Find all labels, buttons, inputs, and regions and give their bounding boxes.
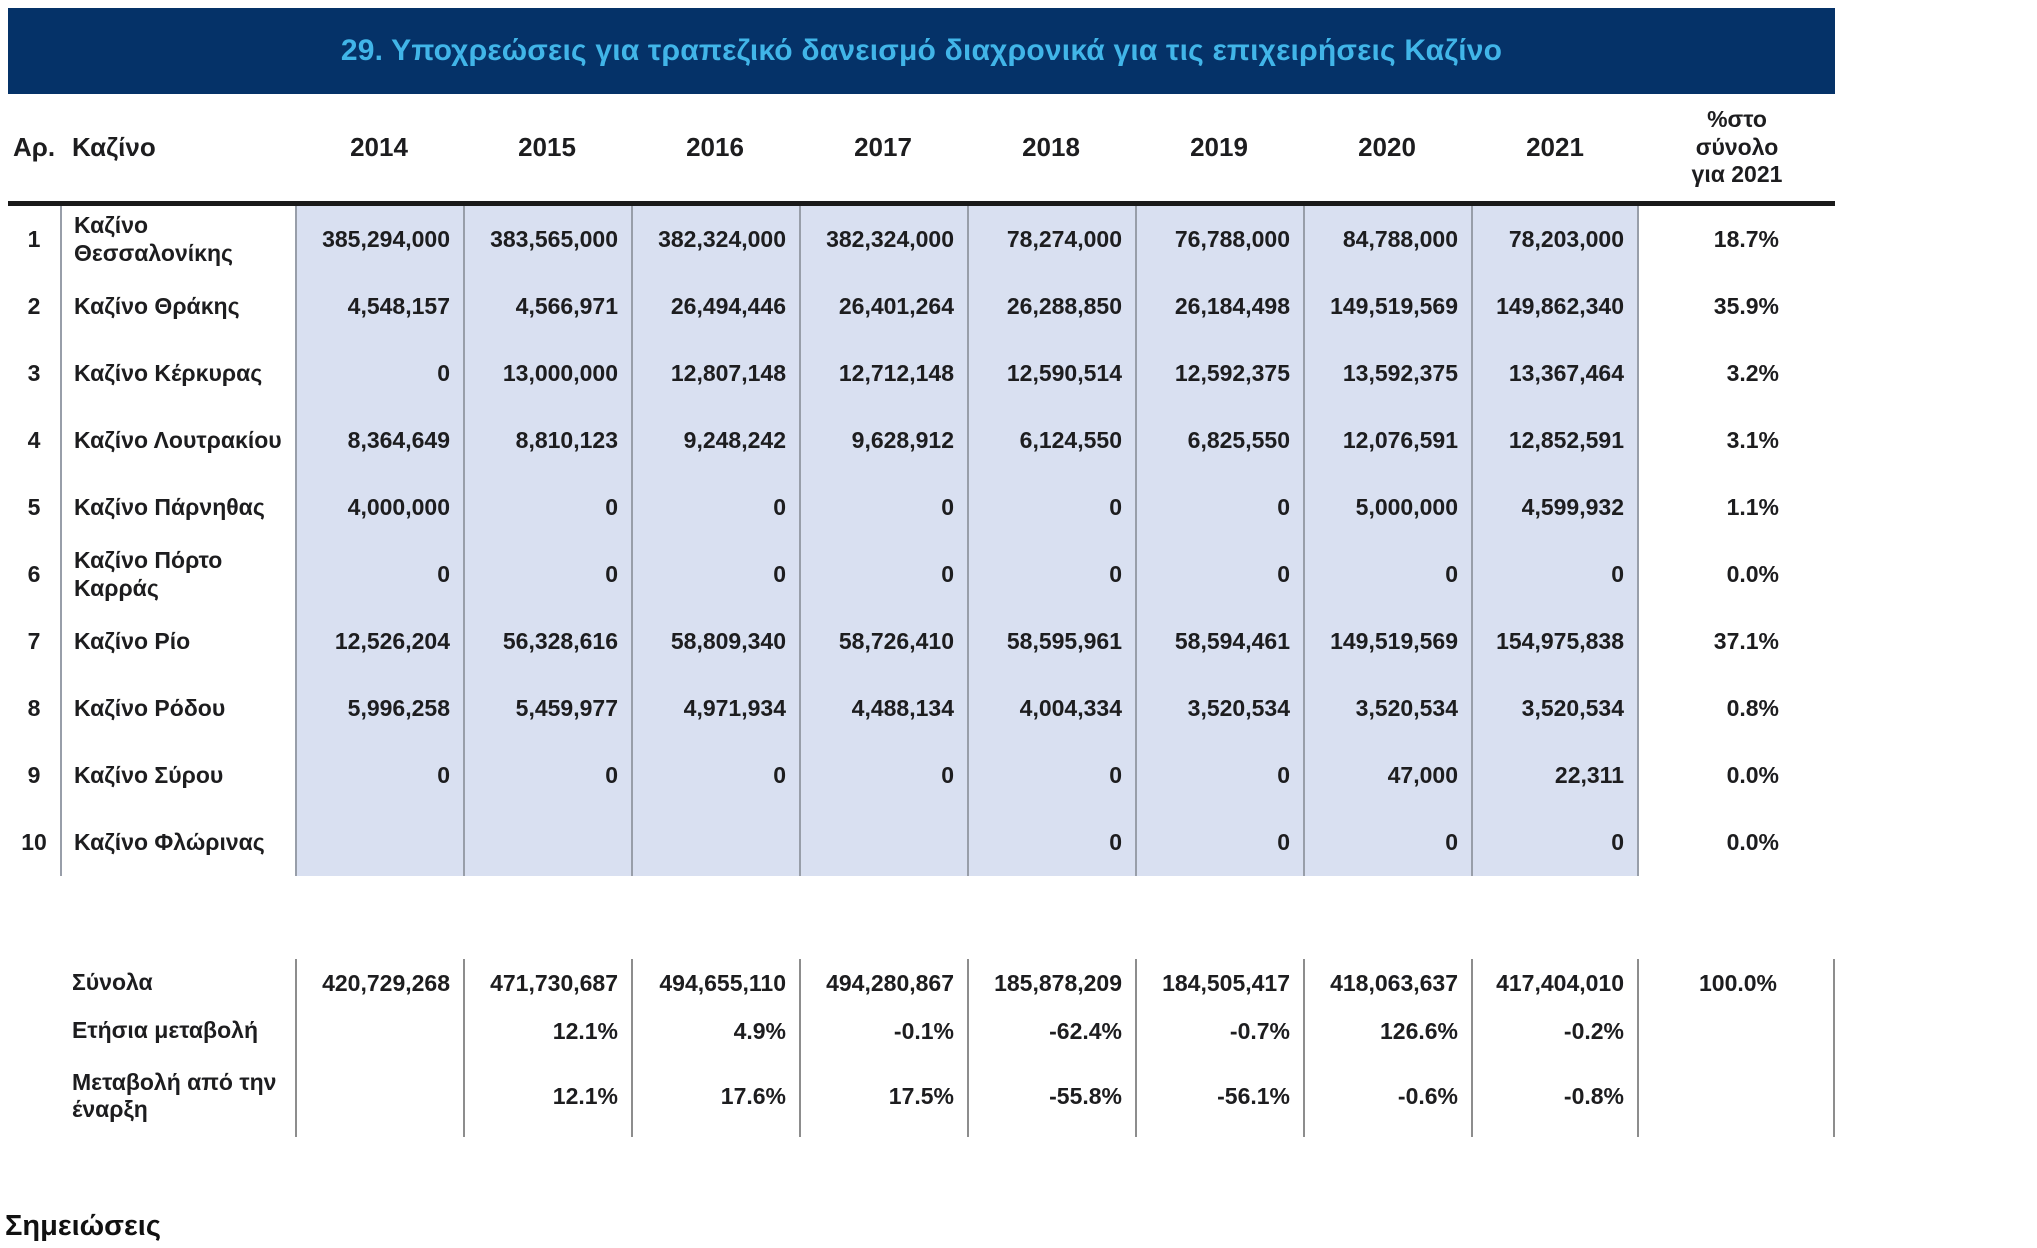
value-cell: 383,565,000 (463, 206, 631, 273)
header-year: 2020 (1358, 132, 1416, 162)
summary-value-cell: 12.1% (463, 1007, 631, 1055)
value-cell: 0 (967, 474, 1135, 541)
value-cell: 78,203,000 (1471, 206, 1639, 273)
pct-cell: 0.0% (1726, 829, 1779, 855)
casino-name-text: Καζίνο Πόρτο Καρράς (74, 547, 223, 601)
summary-value-cell: 185,878,209 (967, 959, 1135, 1007)
value-cell: 13,367,464 (1471, 340, 1639, 407)
value-cell: 6,825,550 (1135, 407, 1303, 474)
summary-value-cell: 420,729,268 (295, 959, 463, 1007)
value-cell: 12,712,148 (799, 340, 967, 407)
table-row (8, 675, 1835, 742)
summary-value-cell: 494,280,867 (799, 959, 967, 1007)
value-cell: 4,000,000 (295, 474, 463, 541)
value-cell: 0 (967, 809, 1135, 876)
row-number: 8 (27, 695, 41, 721)
value-cell: 0 (799, 474, 967, 541)
value-cell: 0 (967, 541, 1135, 608)
casino-name (60, 340, 295, 407)
value-cell: 3,520,534 (1303, 675, 1471, 742)
value-cell (631, 809, 799, 876)
row-number: 10 (21, 829, 47, 855)
pct-cell: 0.0% (1726, 561, 1779, 587)
value-cell: 6,124,550 (967, 407, 1135, 474)
summary-value-cell: 4.9% (631, 1007, 799, 1055)
row-number: 6 (27, 561, 41, 587)
summary-value-cell (295, 1007, 463, 1055)
casino-name-text: Καζίνο Θεσσαλονίκης (74, 212, 233, 266)
value-cell: 0 (1135, 474, 1303, 541)
header-year: 2018 (1022, 132, 1080, 162)
pct-cell: 35.9% (1713, 293, 1779, 319)
value-cell: 4,488,134 (799, 675, 967, 742)
value-cell: 382,324,000 (631, 206, 799, 273)
summary-pct-cell (1639, 1055, 1835, 1137)
casino-name-text: Καζίνο Ρόδου (74, 694, 226, 721)
summary-value-cell: -0.1% (799, 1007, 967, 1055)
value-cell: 0 (967, 742, 1135, 809)
summary-value-cell: -56.1% (1135, 1055, 1303, 1137)
header-year: 2021 (1526, 132, 1584, 162)
pct-cell: 37.1% (1713, 628, 1779, 654)
casino-name (60, 474, 295, 541)
value-cell: 0 (631, 541, 799, 608)
value-cell: 26,288,850 (967, 273, 1135, 340)
value-cell: 58,809,340 (631, 608, 799, 675)
value-cell: 47,000 (1303, 742, 1471, 809)
value-cell: 78,274,000 (967, 206, 1135, 273)
row-number: 9 (27, 762, 41, 788)
casino-name (60, 206, 295, 273)
casino-name-text: Καζίνο Θράκης (74, 292, 240, 319)
notes-heading: Σημειώσεις (5, 1210, 161, 1242)
value-cell: 3,520,534 (1135, 675, 1303, 742)
summary-value-cell: 126.6% (1303, 1007, 1471, 1055)
summary-value-cell (295, 1055, 463, 1137)
casino-name (60, 541, 295, 608)
header-casino: Καζίνο (72, 132, 156, 163)
header-pct-total: %στο σύνολο για 2021 (1691, 106, 1783, 188)
casino-name-text: Καζίνο Φλώρινας (74, 828, 265, 855)
summary-gap (8, 876, 1835, 959)
value-cell: 8,364,649 (295, 407, 463, 474)
table-row (8, 608, 1835, 675)
value-cell: 12,076,591 (1303, 407, 1471, 474)
value-cell (799, 809, 967, 876)
value-cell: 0 (295, 541, 463, 608)
value-cell: 26,494,446 (631, 273, 799, 340)
value-cell: 9,248,242 (631, 407, 799, 474)
table-header-row (8, 94, 1835, 206)
summary-label-text: Σύνολα (72, 969, 153, 996)
value-cell: 9,628,912 (799, 407, 967, 474)
value-cell: 4,566,971 (463, 273, 631, 340)
casino-name (60, 407, 295, 474)
summary-label-text: Ετήσια μεταβολή (72, 1017, 258, 1044)
summary-row (8, 1055, 1835, 1137)
casino-name (60, 608, 295, 675)
value-cell (295, 809, 463, 876)
table-summary (8, 959, 1835, 1137)
summary-value-cell: 184,505,417 (1135, 959, 1303, 1007)
pct-cell: 0.0% (1726, 762, 1779, 788)
value-cell: 154,975,838 (1471, 608, 1639, 675)
value-cell: 149,519,569 (1303, 608, 1471, 675)
value-cell: 22,311 (1471, 742, 1639, 809)
row-number: 3 (27, 360, 41, 386)
row-number: 1 (27, 226, 41, 252)
summary-value-cell: -0.6% (1303, 1055, 1471, 1137)
value-cell: 382,324,000 (799, 206, 967, 273)
summary-label (60, 1017, 295, 1044)
summary-label-text: Μεταβολή από την έναρξη (72, 1068, 277, 1122)
value-cell: 26,401,264 (799, 273, 967, 340)
header-year: 2017 (854, 132, 912, 162)
header-year: 2016 (686, 132, 744, 162)
summary-value-cell: -62.4% (967, 1007, 1135, 1055)
value-cell: 84,788,000 (1303, 206, 1471, 273)
value-cell: 0 (1303, 541, 1471, 608)
casino-name (60, 675, 295, 742)
value-cell: 12,852,591 (1471, 407, 1639, 474)
row-number: 5 (27, 494, 41, 520)
value-cell: 0 (631, 742, 799, 809)
casino-name-text: Καζίνο Κέρκυρας (74, 359, 263, 386)
value-cell: 0 (799, 541, 967, 608)
value-cell: 0 (1135, 809, 1303, 876)
table-row (8, 809, 1835, 876)
value-cell: 0 (463, 541, 631, 608)
value-cell: 58,595,961 (967, 608, 1135, 675)
pct-cell: 1.1% (1726, 494, 1779, 520)
value-cell: 0 (463, 474, 631, 541)
pct-cell: 0.8% (1726, 695, 1779, 721)
value-cell: 0 (1135, 541, 1303, 608)
pct-cell: 3.1% (1726, 427, 1779, 453)
value-cell: 13,592,375 (1303, 340, 1471, 407)
header-num: Αρ. (12, 132, 56, 162)
table-row (8, 340, 1835, 407)
value-cell: 12,526,204 (295, 608, 463, 675)
summary-value-cell: 17.6% (631, 1055, 799, 1137)
value-cell: 12,807,148 (631, 340, 799, 407)
value-cell: 26,184,498 (1135, 273, 1303, 340)
value-cell: 4,971,934 (631, 675, 799, 742)
value-cell: 0 (295, 340, 463, 407)
table-row (8, 474, 1835, 541)
value-cell: 0 (463, 742, 631, 809)
value-cell: 8,810,123 (463, 407, 631, 474)
casino-name-text: Καζίνο Σύρου (74, 761, 224, 788)
summary-label (60, 969, 295, 996)
summary-value-cell: -0.8% (1471, 1055, 1639, 1137)
casino-name (60, 742, 295, 809)
value-cell: 5,459,977 (463, 675, 631, 742)
summary-value-cell: 17.5% (799, 1055, 967, 1137)
value-cell: 0 (295, 742, 463, 809)
summary-value-cell: 471,730,687 (463, 959, 631, 1007)
value-cell: 4,599,932 (1471, 474, 1639, 541)
table-body (8, 206, 1835, 876)
summary-value-cell: 494,655,110 (631, 959, 799, 1007)
header-year: 2019 (1190, 132, 1248, 162)
value-cell: 0 (1471, 809, 1639, 876)
table-title: 29. Υποχρεώσεις για τραπεζικό δανεισμό διαχρονικά για τις επιχειρήσεις Καζίνο (340, 34, 1503, 67)
value-cell (463, 809, 631, 876)
value-cell: 0 (631, 474, 799, 541)
value-cell: 12,592,375 (1135, 340, 1303, 407)
table-row (8, 407, 1835, 474)
casino-name (60, 809, 295, 876)
summary-pct-cell: 100.0% (1639, 959, 1835, 1007)
summary-value-cell: -0.7% (1135, 1007, 1303, 1055)
value-cell: 0 (1303, 809, 1471, 876)
header-year: 2015 (518, 132, 576, 162)
value-cell: 58,726,410 (799, 608, 967, 675)
summary-value-cell: -0.2% (1471, 1007, 1639, 1055)
value-cell: 0 (799, 742, 967, 809)
value-cell: 56,328,616 (463, 608, 631, 675)
value-cell: 149,862,340 (1471, 273, 1639, 340)
table-row (8, 541, 1835, 608)
casino-name-text: Καζίνο Ρίο (74, 627, 191, 654)
value-cell: 0 (1471, 541, 1639, 608)
casino-name (60, 273, 295, 340)
header-year: 2014 (350, 132, 408, 162)
row-number: 7 (27, 628, 41, 654)
casino-name-text: Καζίνο Πάρνηθας (74, 493, 265, 520)
table-row (8, 206, 1835, 273)
value-cell: 12,590,514 (967, 340, 1135, 407)
value-cell: 5,996,258 (295, 675, 463, 742)
casino-name-text: Καζίνο Λουτρακίου (74, 426, 282, 453)
value-cell: 13,000,000 (463, 340, 631, 407)
summary-value-cell: -55.8% (967, 1055, 1135, 1137)
value-cell: 58,594,461 (1135, 608, 1303, 675)
value-cell: 149,519,569 (1303, 273, 1471, 340)
value-cell: 385,294,000 (295, 206, 463, 273)
pct-cell: 18.7% (1713, 226, 1779, 252)
summary-pct-cell (1639, 1007, 1835, 1055)
table-title-bar (8, 8, 1835, 94)
value-cell: 3,520,534 (1471, 675, 1639, 742)
summary-value-cell: 417,404,010 (1471, 959, 1639, 1007)
summary-row (8, 959, 1835, 1007)
value-cell: 0 (1135, 742, 1303, 809)
row-number: 2 (27, 293, 41, 319)
summary-row (8, 1007, 1835, 1055)
value-cell: 5,000,000 (1303, 474, 1471, 541)
value-cell: 4,004,334 (967, 675, 1135, 742)
table-row (8, 742, 1835, 809)
report-table (8, 8, 1835, 1137)
summary-value-cell: 418,063,637 (1303, 959, 1471, 1007)
summary-value-cell: 12.1% (463, 1055, 631, 1137)
pct-cell: 3.2% (1726, 360, 1779, 386)
table-row (8, 273, 1835, 340)
value-cell: 76,788,000 (1135, 206, 1303, 273)
summary-label (60, 1069, 295, 1123)
row-number: 4 (27, 427, 41, 453)
value-cell: 4,548,157 (295, 273, 463, 340)
